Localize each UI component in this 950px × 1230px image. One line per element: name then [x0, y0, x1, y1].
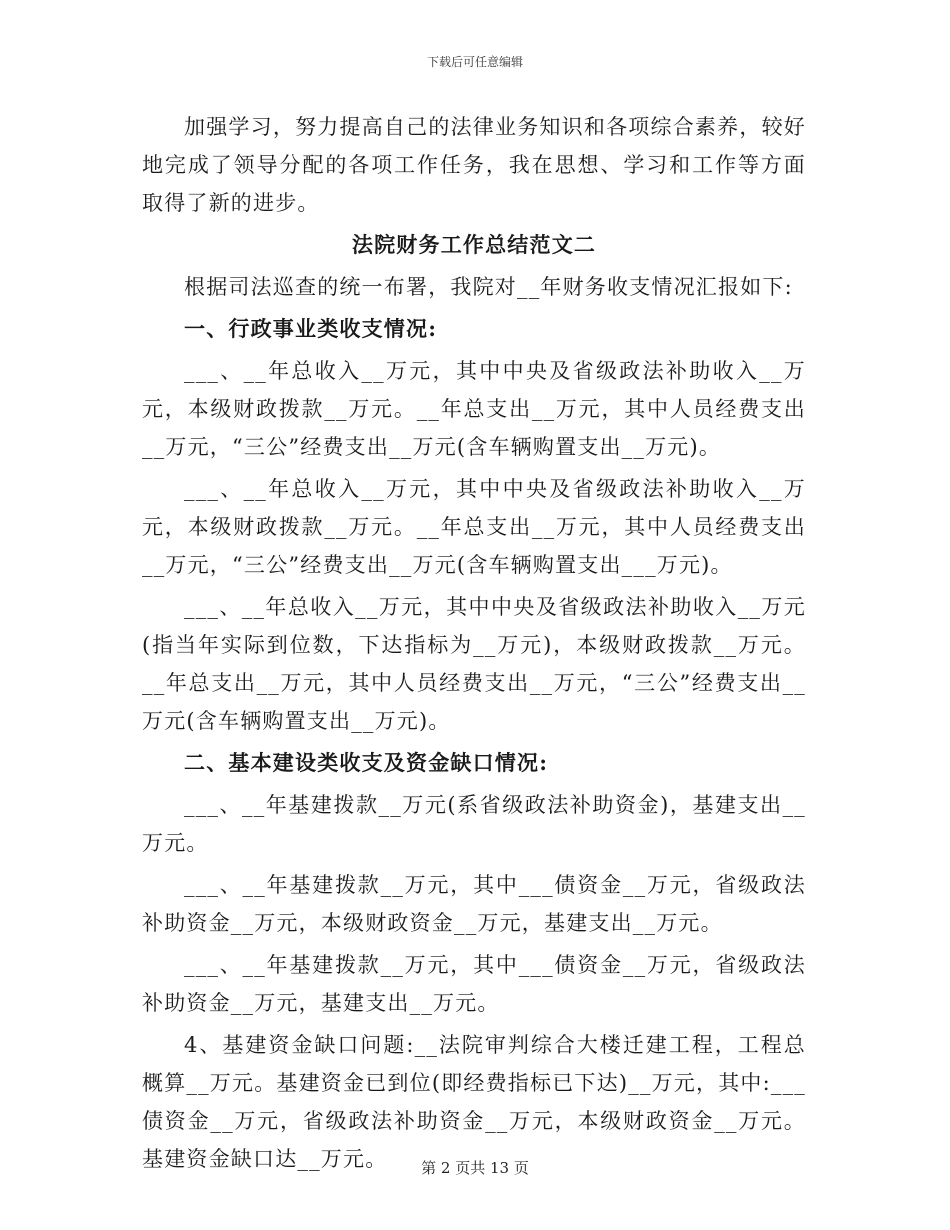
paragraph-opening: 根据司法巡查的统一布署，我院对__年财务收支情况汇报如下: [184, 275, 793, 299]
page-number: 第 2 页共 13 页 [421, 1159, 529, 1177]
heading-construction: 二、基本建设类收支及资金缺口情况: [184, 750, 549, 775]
paragraph-intro: 加强学习，努力提高自己的法律业务知识和各项综合素养，较好地完成了领导分配的各项工作任务，我在思想、学习和工作等方面取得了新的进步。 [142, 115, 806, 215]
section-title: 法院财务工作总结范文二 [351, 232, 597, 257]
paragraph-admin-1: ___、__年总收入__万元，其中中央及省级政法补助收入__万元，本级财政拨款__万元。__年总支出__万元，其中人员经费支出__万元，“三公”经费支出__万元(含车辆购置支出__万元)。 [142, 359, 806, 459]
paragraph-funding-gap: 4、基建资金缺口问题:__法院审判综合大楼迁建工程，工程总概算__万元。基建资金已到位(即经费指标已下达)__万元，其中:___债资金__万元，省级政法补助资金__万元，本级财政资金__万元。基建资金缺口达__万元。 [142, 1033, 806, 1171]
heading-administrative: 一、行政事业类收支情况: [184, 316, 438, 341]
paragraph-construction-2: ___、__年基建拨款__万元，其中___债资金__万元，省级政法补助资金__万元，本级财政资金__万元，基建支出__万元。 [142, 873, 806, 935]
page-header-note: 下载后可任意编辑 [426, 55, 523, 69]
paragraph-construction-3: ___、__年基建拨款__万元，其中___债资金__万元，省级政法补助资金__万元，基建支出__万元。 [142, 953, 806, 1015]
paragraph-admin-2: ___、__年总收入__万元，其中中央及省级政法补助收入__万元，本级财政拨款__万元。__年总支出__万元，其中人员经费支出__万元，“三公”经费支出__万元(含车辆购置支出___万元)。 [142, 477, 806, 577]
document-body [142, 108, 806, 1182]
paragraph-construction-1: ___、__年基建拨款__万元(系省级政法补助资金)，基建支出__万元。 [142, 793, 806, 855]
paragraph-admin-3: ___、__年总收入__万元，其中中央及省级政法补助收入__万元(指当年实际到位数，下达指标为__万元)，本级财政拨款__万元。__年总支出__万元，其中人员经费支出__万元，“三公”经费支出__万元(含车辆购置支出__万元)。 [142, 595, 806, 733]
